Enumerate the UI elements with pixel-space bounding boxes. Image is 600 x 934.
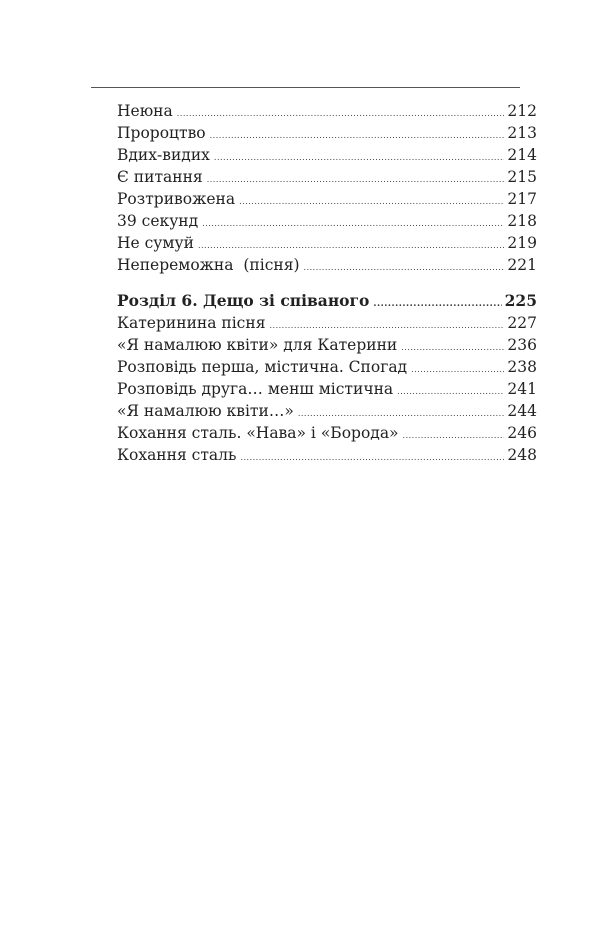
toc-entry-page: 238 (507, 358, 537, 376)
toc-entry[interactable] (117, 100, 537, 122)
dot-leader (304, 257, 505, 279)
toc-entry-title: Розповідь друга… менш містична (117, 380, 394, 398)
dot-leader (411, 359, 504, 381)
dot-leader (207, 169, 505, 191)
toc-entry-title: Є питання (117, 168, 203, 186)
dot-leader (202, 213, 504, 235)
toc-entry-title: Непереможна (пісня) (117, 256, 300, 274)
toc-entry[interactable] (117, 400, 537, 422)
dot-leader (373, 293, 501, 315)
dot-leader (239, 191, 504, 213)
toc-entry[interactable] (117, 144, 537, 166)
toc-entry-page: 246 (507, 424, 537, 442)
toc-entry[interactable] (117, 444, 537, 466)
toc-entry-title: Кохання сталь (117, 446, 237, 464)
dot-leader (401, 337, 504, 359)
toc-entry[interactable] (117, 378, 537, 400)
toc-entry-page: 219 (507, 234, 537, 252)
toc-entry-title: Катеринина пісня (117, 314, 266, 332)
toc-entry-title: 39 секунд (117, 212, 199, 230)
toc-entry[interactable] (117, 356, 537, 378)
toc-entry[interactable] (117, 122, 537, 144)
toc-entry-page: 215 (507, 168, 537, 186)
dot-leader (214, 147, 504, 169)
toc-entry-title: Не сумуй (117, 234, 194, 252)
toc-entry[interactable] (117, 254, 537, 276)
dot-leader (240, 447, 504, 469)
toc-entry-page: 236 (507, 336, 537, 354)
dot-leader (177, 103, 505, 125)
toc-entry-page: 218 (507, 212, 537, 230)
toc-entry-page: 213 (507, 124, 537, 142)
chapter-page: 225 (504, 291, 537, 310)
toc-entry-title: «Я намалюю квіти…» (117, 402, 294, 420)
table-of-contents (117, 100, 537, 466)
toc-entry-page: 212 (507, 102, 537, 120)
toc-entry-page: 217 (507, 190, 537, 208)
toc-entry[interactable] (117, 334, 537, 356)
toc-entry-title: Неюна (117, 102, 173, 120)
toc-entry-title: Розтривожена (117, 190, 236, 208)
toc-entry-page: 227 (507, 314, 537, 332)
toc-entry[interactable] (117, 232, 537, 254)
toc-entry-title: Пророцтво (117, 124, 206, 142)
toc-entry-title: Кохання сталь. «Нава» і «Борода» (117, 424, 399, 442)
toc-entry[interactable] (117, 210, 537, 232)
toc-entry-title: «Я намалюю квіти» для Катерини (117, 336, 398, 354)
dot-leader (397, 381, 504, 403)
toc-entry[interactable] (117, 422, 537, 444)
toc-chapter-heading[interactable] (117, 290, 537, 312)
toc-entry-page: 214 (507, 146, 537, 164)
toc-entry-title: Розповідь перша, містична. Спогад (117, 358, 408, 376)
toc-entry-page: 221 (507, 256, 537, 274)
dot-leader (403, 425, 505, 447)
toc-entry-title: Вдих-видих (117, 146, 210, 164)
toc-entry[interactable] (117, 188, 537, 210)
toc-entry[interactable] (117, 312, 537, 334)
header-rule (91, 87, 520, 88)
toc-entry[interactable] (117, 166, 537, 188)
toc-entry-page: 241 (507, 380, 537, 398)
toc-entry-page: 248 (507, 446, 537, 464)
chapter-title: Розділ 6. Дещо зі співаного (117, 291, 370, 310)
toc-entry-page: 244 (507, 402, 537, 420)
dot-leader (210, 125, 505, 147)
